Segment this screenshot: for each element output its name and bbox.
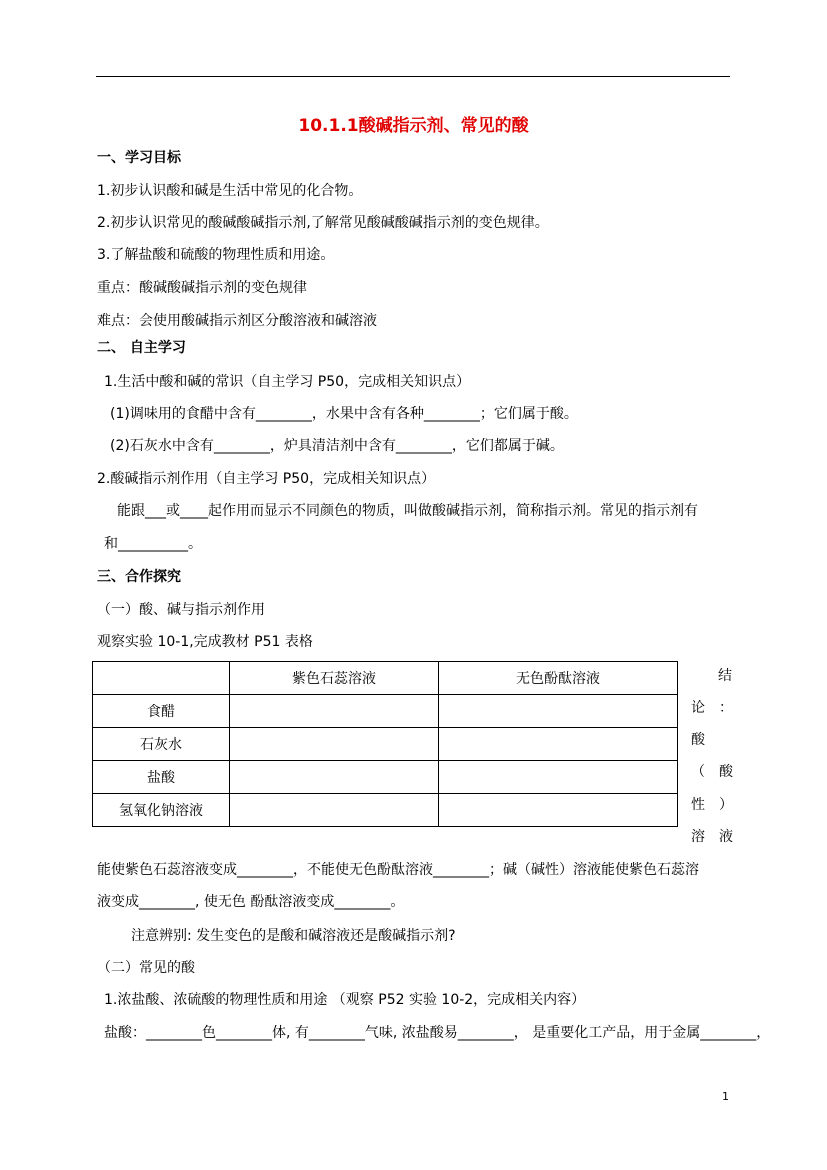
question-1b: (2)石灰水中含有________，炉具清洁剂中含有________，它们都属于碱。 [110,438,564,454]
section-3-heading: 三、合作探究 [97,569,181,585]
conclusion-text: 结 [718,668,732,684]
table-cell [230,728,439,761]
question-3a: 盐酸：________色________体, 有________气味, 浓盐酸易________， 是重要化工产品，用于金属________， [104,1025,771,1041]
subsection-2: （二）常见的酸 [97,960,195,976]
section-1-heading: 一、学习目标 [97,150,181,166]
table-cell [439,728,678,761]
table-header-cell [93,662,230,695]
table-cell [230,761,439,794]
conclusion-text: 性 ） [691,797,733,813]
table-header-cell: 无色酚酞溶液 [439,662,678,695]
attention-note: 注意辨别: 发生变色的是酸和碱溶液还是酸碱指示剂? [131,928,456,944]
question-2a: 能跟___或____起作用而显示不同颜色的物质，叫做酸碱指示剂，简称指示剂。常见的指示剂有 [117,503,698,519]
question-1a: (1)调味用的食醋中含有________，水果中含有各种________；它们属于酸。 [110,406,578,422]
table-cell [439,761,678,794]
table-row-label: 石灰水 [93,728,230,761]
conclusion-text: 酸 [691,732,705,748]
table-row-label: 食醋 [93,695,230,728]
conclusion-continuation-1: 能使紫色石蕊溶液变成________，不能使无色酚酞溶液________；碱（碱性）溶液能使紫色石蕊溶 [97,862,699,878]
conclusion-text: 溶 液 [691,829,733,845]
table-cell [439,695,678,728]
question-1: 1.生活中酸和碱的常识（自主学习 P50，完成相关知识点） [104,374,471,390]
objective-2: 2.初步认识常见的酸碱酸碱指示剂,了解常见酸碱酸碱指示剂的变色规律。 [97,215,549,231]
observe-instruction: 观察实验 10-1,完成教材 P51 表格 [97,634,313,650]
top-rule [96,76,730,77]
conclusion-continuation-2: 液变成________, 使无色 酚酞溶液变成________。 [97,894,405,910]
table-cell [230,794,439,827]
table-row [93,794,678,827]
objective-1: 1.初步认识酸和碱是生活中常见的化合物。 [97,183,363,199]
subsection-1: （一）酸、碱与指示剂作用 [97,602,265,618]
page-title: 10.1.1酸碱指示剂、常见的酸 [298,116,529,136]
question-3: 1.浓盐酸、浓硫酸的物理性质和用途 （观察 P52 实验 10-2，完成相关内容） [104,992,586,1008]
page-number: 1 [722,1090,729,1103]
table-cell [439,794,678,827]
table-row [93,695,678,728]
indicator-table [92,661,678,827]
difficult-point: 难点：会使用酸碱指示剂区分酸溶液和碱溶液 [97,313,377,329]
table-row-label: 氢氧化钠溶液 [93,794,230,827]
conclusion-text: （ 酸 [691,764,733,780]
question-2: 2.酸碱指示剂作用（自主学习 P50，完成相关知识点） [97,471,436,487]
table-header-cell: 紫色石蕊溶液 [230,662,439,695]
conclusion-text: 论 ： [691,700,733,716]
table-row-label: 盐酸 [93,761,230,794]
key-point: 重点：酸碱酸碱指示剂的变色规律 [97,280,307,296]
table-row [93,761,678,794]
section-2-heading: 二、 自主学习 [97,340,186,356]
table-cell [230,695,439,728]
question-2b: 和__________。 [104,536,202,552]
table-row [93,728,678,761]
objective-3: 3.了解盐酸和硫酸的物理性质和用途。 [97,247,335,263]
